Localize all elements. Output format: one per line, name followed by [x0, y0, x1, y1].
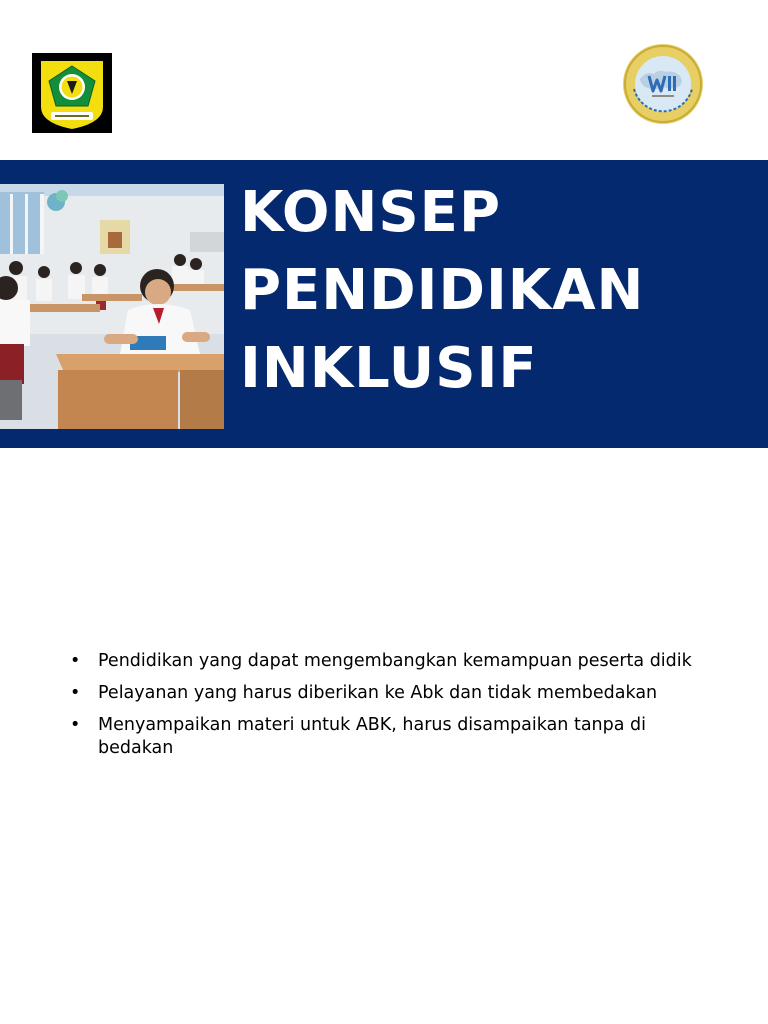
list-item-text: Menyampaikan materi untuk ABK, harus disampaikan tanpa di bedakan	[98, 715, 646, 758]
list-item	[70, 650, 710, 673]
title-line-3: INKLUSIF	[240, 336, 538, 401]
inclusion-seal-icon	[622, 43, 704, 125]
bullet-list	[70, 650, 710, 769]
bullet-marker-icon: •	[70, 715, 81, 735]
title-banner	[0, 160, 768, 448]
inclusion-seal-logo	[622, 43, 704, 125]
title-line-2: PENDIDIKAN	[240, 258, 645, 323]
list-item-text: Pelayanan yang harus diberikan ke Abk dan tidak membedakan	[98, 683, 658, 703]
title-line-1: KONSEP	[240, 180, 501, 245]
bullet-marker-icon: •	[70, 683, 81, 703]
bullet-marker-icon: •	[70, 651, 81, 671]
list-item	[70, 682, 710, 705]
list-item-text: Pendidikan yang dapat mengembangkan kemampuan peserta didik	[98, 651, 692, 671]
page-title	[240, 174, 760, 408]
regency-emblem-icon	[32, 53, 112, 133]
list-item	[70, 714, 710, 760]
regency-emblem-logo	[32, 53, 112, 133]
classroom-photo-image	[0, 184, 224, 429]
classroom-photo	[0, 184, 224, 429]
